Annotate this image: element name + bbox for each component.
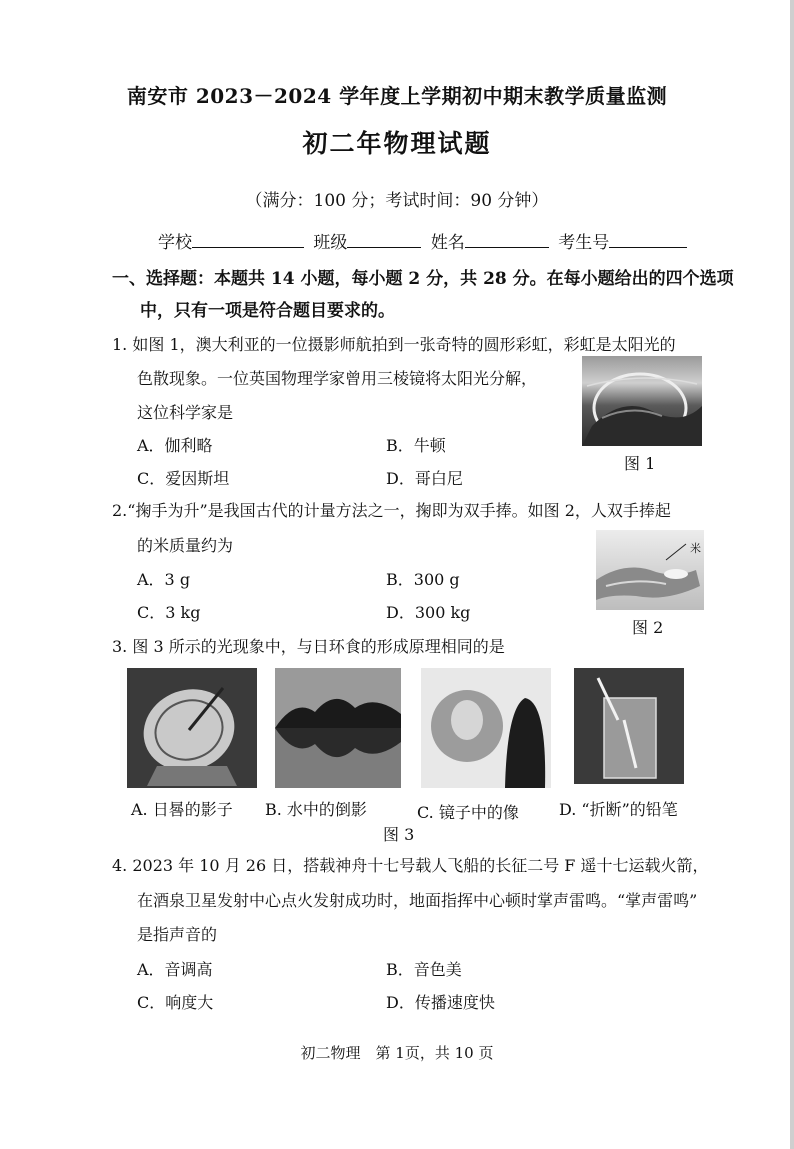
figure-3d-pencil-photo (574, 668, 684, 784)
exam-no-blank[interactable] (609, 231, 687, 248)
figure-1-caption: 图 1 (624, 454, 656, 473)
name-label: 姓名 (430, 233, 465, 253)
figure-2-caption: 图 2 (632, 618, 664, 637)
scan-edge (790, 0, 794, 1149)
q4-line2: 在酒泉卫星发射中心点火发射成功时，地面指挥中心顿时掌声雷鸣。“掌声雷鸣” (137, 891, 698, 910)
student-info (158, 228, 691, 253)
q1-line3: 这位科学家是 (137, 403, 234, 422)
figure-3-caption: 图 3 (383, 825, 415, 844)
figure-3a-sundial-photo (127, 668, 257, 788)
q2-line2: 的米质量约为 (137, 536, 234, 555)
q3-line1: 3. 图 3 所示的光现象中，与日环食的形成原理相同的是 (112, 637, 505, 656)
q4-option-c: C．响度大 (137, 993, 214, 1012)
name-blank[interactable] (465, 231, 549, 248)
q4-option-b: B．音色美 (386, 960, 462, 979)
q4-line3: 是指声音的 (137, 925, 218, 944)
q1-option-a: A．伽利略 (137, 436, 213, 455)
school-blank[interactable] (192, 231, 304, 248)
q4-option-d: D．传播速度快 (386, 993, 495, 1012)
figure-3c-mirror-photo (421, 668, 551, 788)
page-footer: 初二物理 第 1页，共 10 页 (300, 1044, 494, 1062)
exam-meta: （满分：100 分；考试时间：90 分钟） (245, 191, 549, 211)
q1-option-b: B．牛顿 (386, 436, 446, 455)
figure-3a-caption: A. 日晷的影子 (131, 800, 233, 819)
q2-option-a: A．3 g (137, 570, 191, 589)
q4-line1: 4. 2023 年 10 月 26 日，搭载神舟十七号载人飞船的长征二号 F 遥十七运载火箭， (112, 856, 709, 875)
q4-option-a: A．音调高 (137, 960, 213, 979)
q1-line1: 1. 如图 1，澳大利亚的一位摄影师航拍到一张奇特的圆形彩虹，彩虹是太阳光的 (112, 335, 676, 354)
figure-2-hands-photo (596, 530, 704, 610)
q1-line2: 色散现象。一位英国物理学家曾用三棱镜将太阳光分解， (137, 369, 538, 388)
figure-2-rice-label: 米 (690, 542, 701, 555)
exam-no-label: 考生号 (558, 233, 610, 253)
q2-option-d: D．300 kg (386, 603, 471, 622)
q2-line1: 2.“掬手为升”是我国古代的计量方法之一，掬即为双手捧。如图 2，人双手捧起 (112, 501, 671, 520)
exam-title: 南安市 2023－2024 学年度上学期初中期末教学质量监测 (126, 84, 668, 108)
figure-3b-reflection-photo (275, 668, 401, 788)
school-label: 学校 (158, 233, 192, 253)
q1-option-c: C．爱因斯坦 (137, 469, 230, 488)
figure-3d-caption: D. “折断”的铅笔 (559, 800, 678, 819)
figure-1-rainbow-photo (582, 356, 702, 446)
paper-subtitle: 初二年物理试题 (302, 129, 492, 158)
figure-3b-caption: B. 水中的倒影 (265, 800, 367, 819)
q2-option-c: C．3 kg (137, 603, 201, 622)
figure-3c-caption: C. 镜子中的像 (417, 803, 519, 822)
class-blank[interactable] (347, 231, 421, 248)
q2-option-b: B．300 g (386, 570, 460, 589)
section-heading-line2: 中，只有一项是符合题目要求的。 (140, 301, 395, 321)
section-heading-line1: 一、选择题：本题共 14 小题，每小题 2 分，共 28 分。在每小题给出的四个选项 (112, 269, 734, 289)
q1-option-d: D．哥白尼 (386, 469, 463, 488)
class-label: 班级 (313, 233, 348, 253)
